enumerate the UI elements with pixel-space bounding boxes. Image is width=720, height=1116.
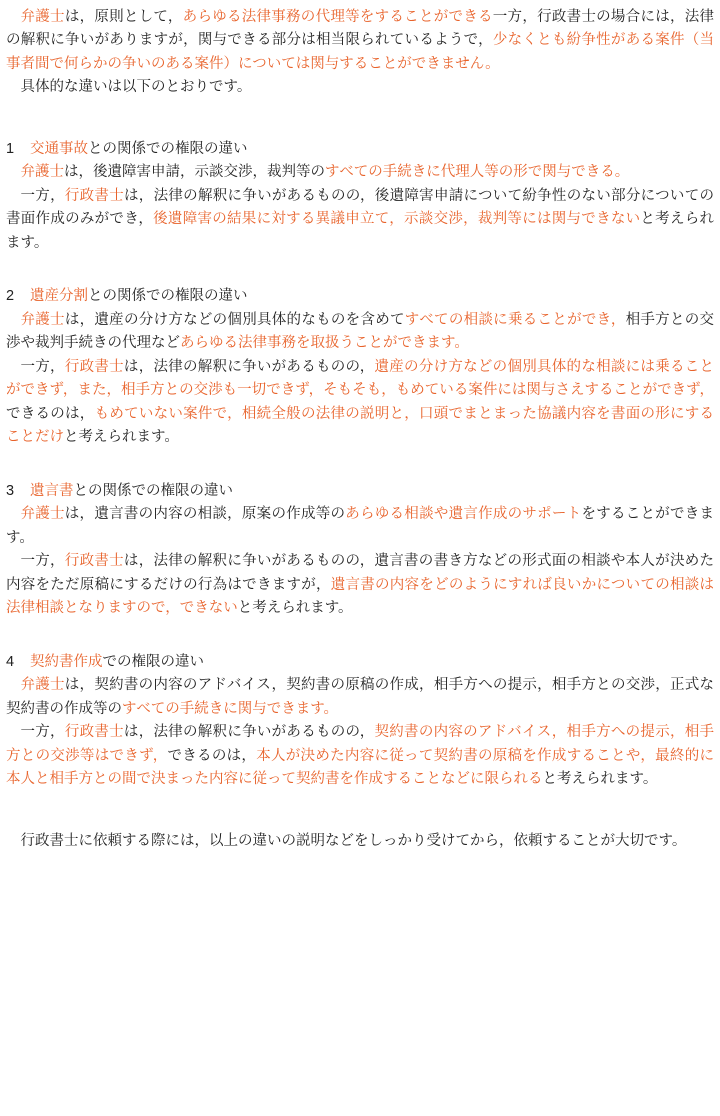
section-2-title-wrap (30, 285, 248, 308)
section-4 (6, 651, 714, 792)
spacer (6, 450, 714, 480)
spacer (6, 100, 714, 138)
section-4-title-suffix: での権限の違い (102, 653, 204, 670)
s4p2-text-4: と考えられます。 (542, 771, 658, 788)
s4p1-highlight: すべての手続きに関与できます。 (122, 700, 339, 717)
section-2 (6, 285, 714, 449)
term-gyoseishoshi: 行政書士 (64, 553, 124, 570)
s3p2-highlight: 遺言書の内容をどのようにすれば良いかについての相談は法律相談となりますので，できない (6, 576, 714, 617)
intro-highlight-1: あらゆる法律事務の代理等をすることができる (182, 9, 493, 25)
term-lawyer: 弁護士 (20, 677, 65, 694)
s4p2-text-1: 一方， (20, 724, 65, 741)
s4p2-text-3: できるのは， (167, 747, 257, 764)
s3p2-text-1: 一方， (20, 553, 65, 570)
section-1-paragraph-2 (6, 185, 714, 255)
section-1-title: 交通事故 (30, 140, 88, 157)
section-4-body (6, 674, 714, 791)
section-4-title: 契約書作成 (30, 653, 103, 670)
section-3 (6, 480, 714, 621)
s4p2-highlight-1: 契約書の内容のアドバイス，相手方への提示，相手方との交渉等はできず， (6, 724, 715, 764)
section-3-paragraph-1 (6, 503, 714, 550)
intro-highlight-2: 少なくとも紛争性がある案件（当事者間で何らかの争いのある案件）については関与することができません。 (6, 32, 715, 72)
s2p2-text-2: は，法律の解釈に争いがあるものの， (123, 358, 375, 375)
section-4-paragraph-2 (6, 721, 714, 791)
section-2-number: 2 (6, 288, 15, 305)
section-3-body (6, 503, 714, 620)
s2p2-highlight-2: もめていない案件で，相続全般の法律の説明と，口頭でまとまった協議内容を書面の形にすることだけ (6, 405, 714, 446)
s2p1-highlight-2: あらゆる法律事務を取扱うことができます。 (180, 335, 469, 352)
section-1-body (6, 161, 714, 255)
section-2-body (6, 309, 714, 450)
section-2-heading (6, 285, 714, 308)
intro-paragraph-2: 具体的な違いは以下のとおりです。 (20, 79, 252, 96)
intro-text-2: 一方，行政書士の場合には，法律の解釈に争いがありますが，関与できる部分は相当限られているようで， (6, 9, 715, 49)
section-4-number: 4 (6, 653, 15, 670)
s2p1-text-1: は，遺産の分け方などの個別具体的なものを含めて (64, 311, 405, 328)
s3p1-text-2: をすることができます。 (6, 506, 715, 546)
section-3-title-suffix: との関係での権限の違い (73, 482, 233, 499)
section-4-heading (6, 651, 714, 674)
s1p1-highlight: すべての手続きに代理人等の形で関与できる。 (325, 164, 630, 181)
s3p1-highlight: あらゆる相談や遺言作成のサポート (345, 506, 582, 523)
s2p1-highlight-1: すべての相談に乗ることができ， (404, 311, 626, 328)
s1p2-text-2: は，法律の解釈に争いがあるものの，後遺障害申請について紛争性のない部分についての書面作成のみができ， (6, 187, 715, 228)
section-1-title-suffix: との関係での権限の違い (88, 140, 248, 157)
s1p2-text-3: と考えられます。 (6, 211, 715, 251)
term-gyoseishoshi: 行政書士 (64, 724, 124, 741)
section-4-paragraph-1 (6, 674, 714, 721)
term-gyoseishoshi: 行政書士 (64, 187, 125, 204)
term-lawyer: 弁護士 (20, 164, 64, 181)
section-3-heading (6, 480, 714, 503)
term-lawyer: 弁護士 (20, 311, 65, 328)
section-3-title-wrap (30, 480, 233, 503)
s3p2-text-2: は，法律の解釈に争いがあるものの，遺言書の書き方などの形式面の相談や本人が決めた内容をただ原稿にするだけの行為はできますが， (6, 553, 715, 593)
section-1-paragraph-1 (6, 161, 714, 184)
s4p1-text-1: は，契約書の内容のアドバイス，契約書の原稿の作成，相手方への提示，相手方との交渉，正式な契約書の作成等の (6, 677, 715, 717)
section-3-title: 遺言書 (30, 482, 74, 499)
section-1-title-wrap (30, 138, 248, 161)
s2p2-text-1: 一方， (20, 358, 65, 375)
term-gyoseishoshi: 行政書士 (64, 358, 124, 375)
spacer (6, 621, 714, 651)
intro-term-lawyer: 弁護士 (20, 9, 65, 25)
section-1-number: 1 (6, 140, 15, 157)
section-3-paragraph-2 (6, 550, 714, 620)
closing-paragraph: 行政書士に依頼する際には，以上の違いの説明などをしっかり受けてから，依頼することが大切です。 (20, 832, 687, 849)
section-1-heading (6, 138, 714, 161)
s2p2-highlight-1: 遺産の分け方などの個別具体的な相談には乗ることができず，また，相手方との交渉も一切できず，そもそも，もめている案件には関与さえすることができず， (6, 358, 715, 399)
s3p1-text-1: は，遺言書の内容の相談，原案の作成等の (64, 506, 346, 523)
spacer (6, 255, 714, 285)
intro-text-1: は，原則として， (64, 9, 183, 25)
section-1 (6, 138, 714, 255)
s2p1-text-2: 相手方との交渉や裁判手続きの代理など (6, 311, 715, 352)
section-3-number: 3 (6, 482, 15, 499)
s4p2-text-2: は，法律の解釈に争いがあるものの， (123, 724, 375, 741)
intro-paragraph (6, 6, 714, 76)
s4p2-highlight-2: 本人が決めた内容に従って契約書の原稿を作成することや，最終的に本人と相手方との間で決まった内容に従って契約書を作成することなどに限られる (6, 747, 714, 788)
s1p1-text-1: は，後遺障害申請，示談交渉，裁判等の (64, 164, 325, 181)
s1p2-highlight: 後遺障害の結果に対する異議申立て，示談交渉，裁判等には関与できない (153, 211, 641, 228)
s3p2-text-3: と考えられます。 (237, 600, 353, 617)
term-lawyer: 弁護士 (20, 506, 65, 523)
section-2-paragraph-2 (6, 356, 714, 450)
s2p2-text-3: できるのは， (6, 405, 95, 422)
s1p2-text-1: 一方， (20, 187, 65, 204)
section-2-title-suffix: との関係での権限の違い (88, 288, 248, 305)
section-2-paragraph-1 (6, 309, 714, 356)
spacer (6, 792, 714, 830)
section-4-title-wrap (30, 651, 204, 674)
section-2-title: 遺産分割 (30, 288, 88, 305)
intro-block (6, 6, 714, 100)
s2p2-text-4: と考えられます。 (64, 429, 179, 446)
